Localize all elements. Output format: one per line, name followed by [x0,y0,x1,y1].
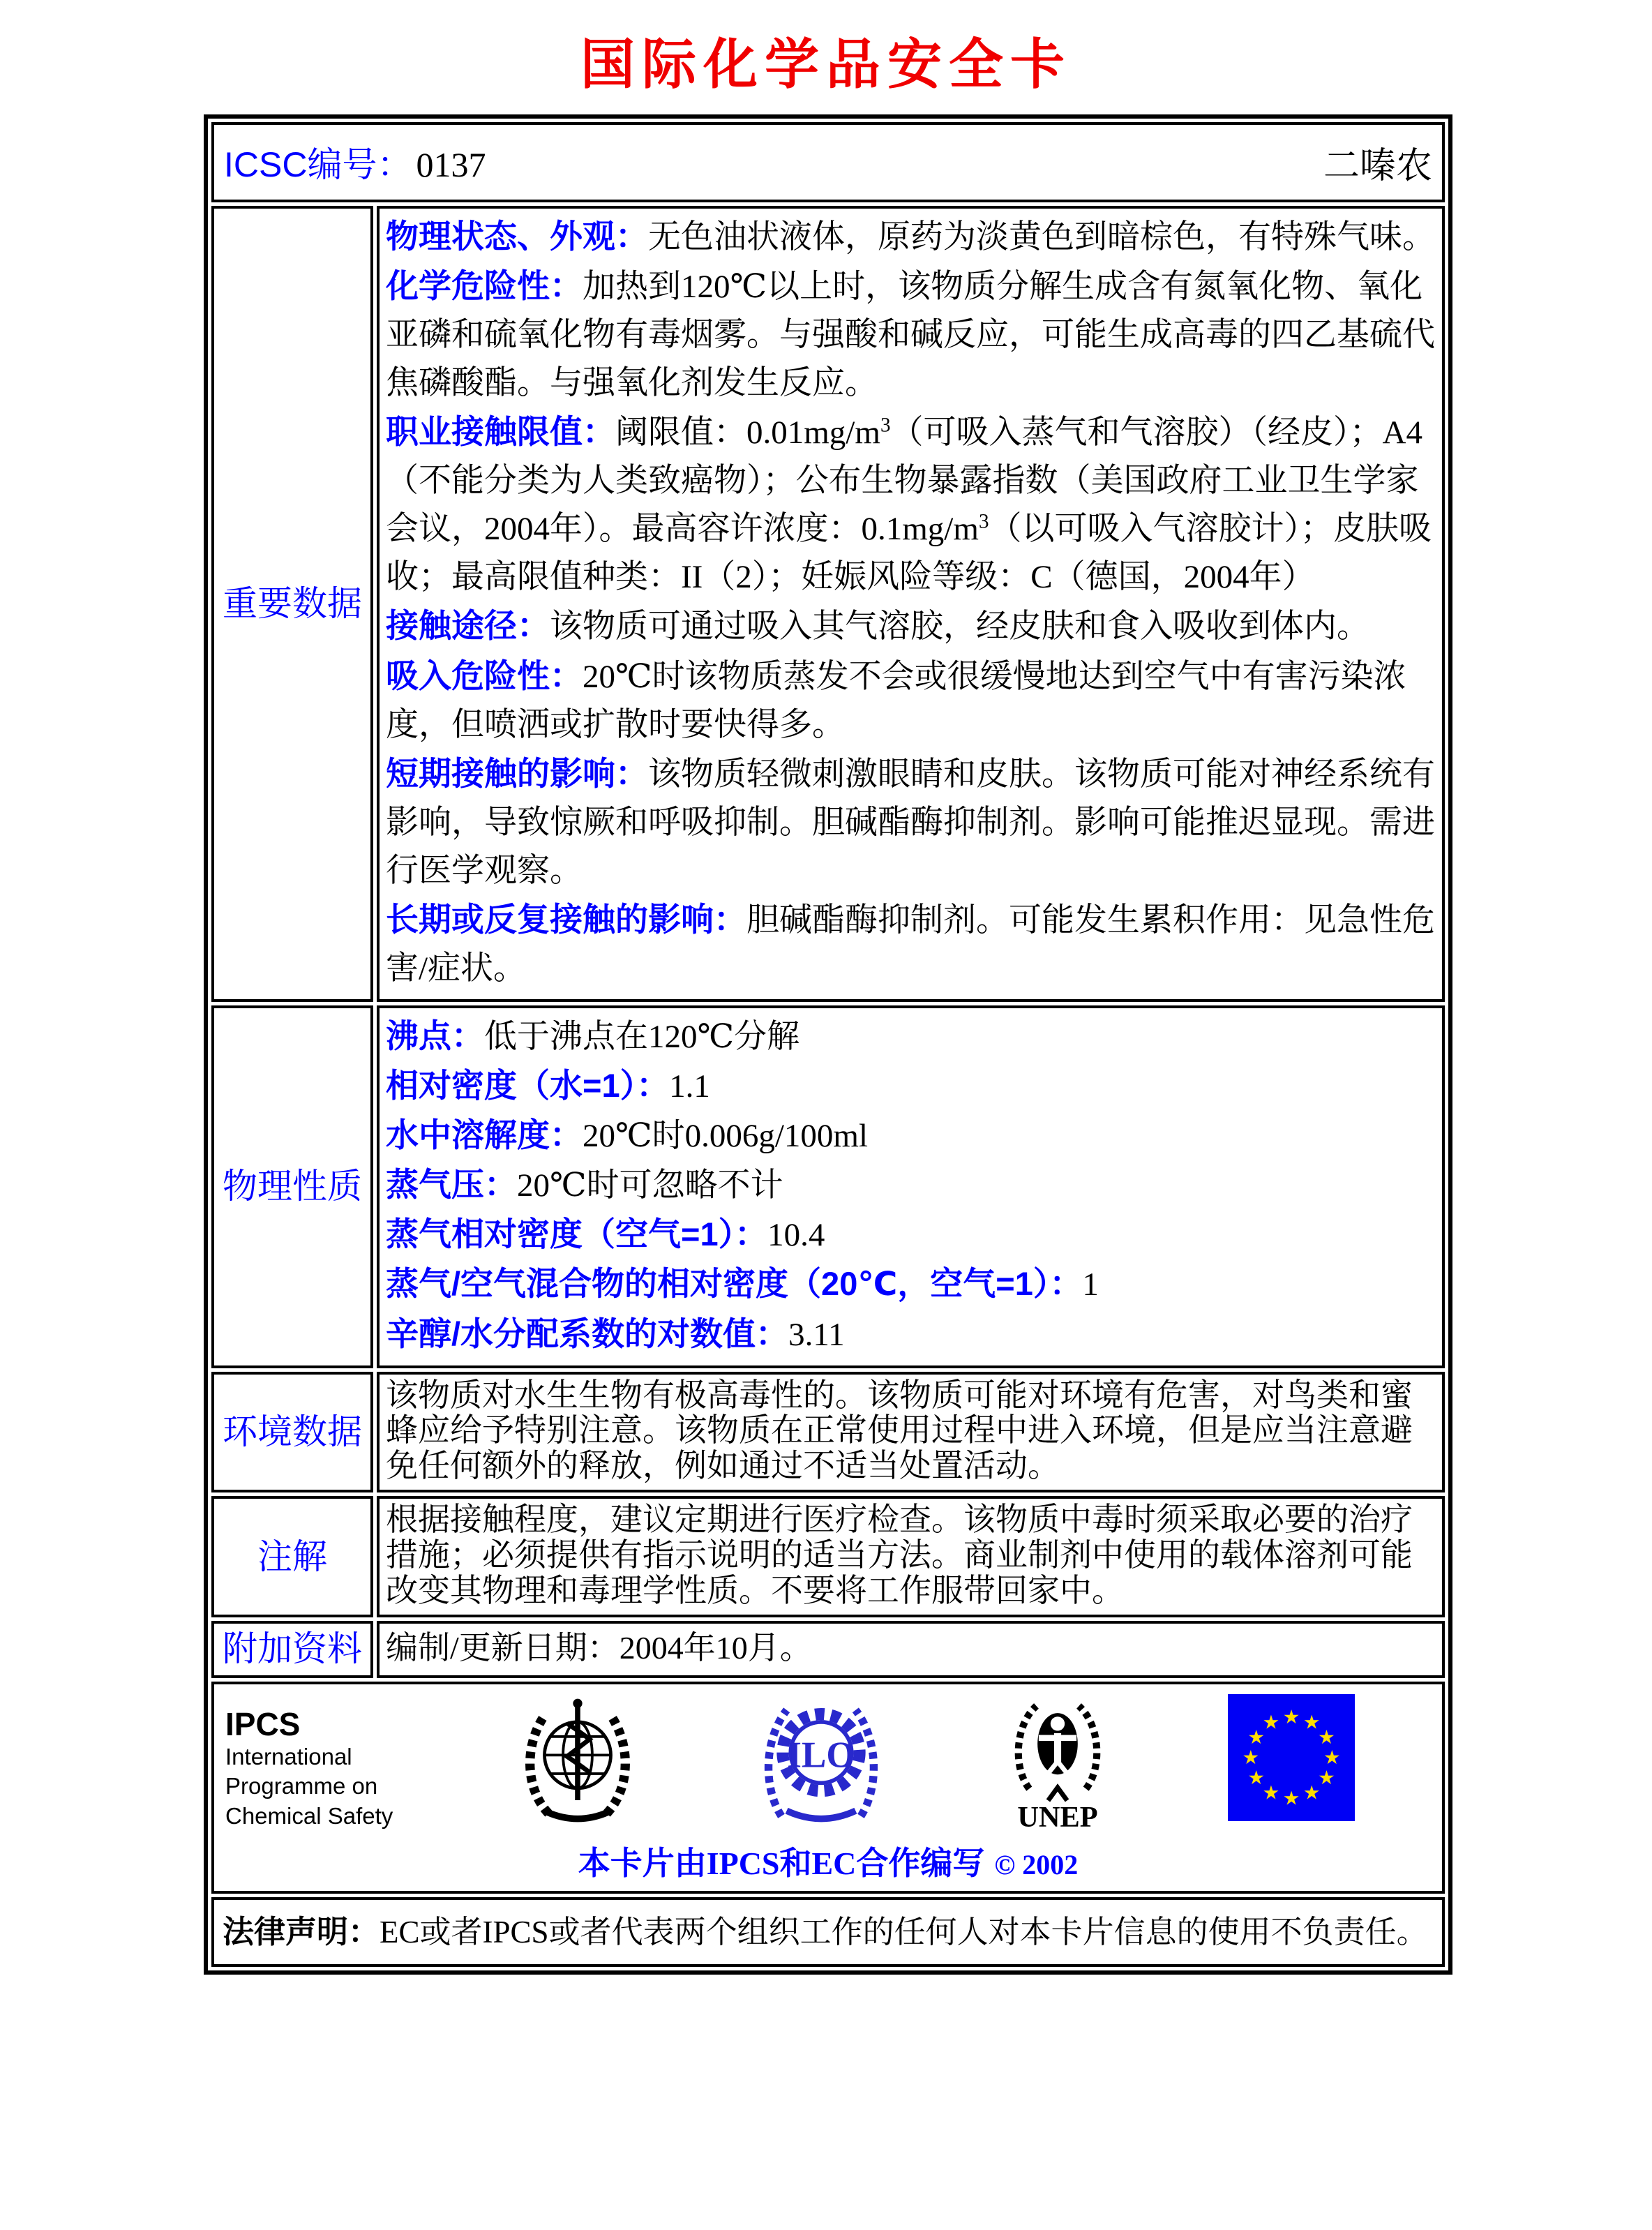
section-content-additional-info [377,1621,1445,1678]
eu-star: ★ [1247,1726,1265,1748]
page-title: 国际化学品安全卡 [580,34,1072,95]
logos-strip [435,1694,1431,1834]
ipcs-subtitle-line: Programme on [225,1773,378,1799]
section-label-additional-info: 附加资料 [211,1621,373,1678]
field-label: 蒸气/空气混合物的相对密度（20℃，空气=1）： [386,1265,1083,1303]
field-label: 短期接触的影响： [386,754,648,792]
copyright-text: © 2002 [994,1848,1079,1880]
eu-star: ★ [1317,1767,1335,1789]
icsc-table [204,114,1452,1975]
legal-cell [211,1897,1445,1967]
who-logo-icon [511,1694,644,1827]
eu-star: ★ [1262,1712,1279,1733]
section-label-notes: 注解 [211,1496,373,1617]
entry [386,1061,1435,1111]
section-row-physical-properties [211,1005,1445,1368]
superscript: 3 [880,414,891,437]
field-text: 1.1 [669,1068,710,1105]
field-text: 阈限值：0.01mg/m [615,414,880,451]
caption-text: 本卡片由IPCS和EC合作编写 [578,1845,985,1881]
eu-star: ★ [1282,1706,1300,1728]
field-label: 物理状态、外观： [386,217,648,255]
field-label: 沸点： [386,1017,484,1055]
field-text: （可吸入蒸气和气溶胶）（经皮）；A4（不能分类为人类致癌物）；公布生物暴露指数（美国政府工业卫生学家会议，2004年）。最高容许浓度：0.1mg/m [386,414,1422,548]
field-text: 10.4 [767,1217,825,1254]
entry [386,1502,1435,1608]
unep-logo-text: UNEP [1016,1800,1098,1834]
section-row-important-data [211,206,1445,1002]
ilo-logo-text: ILO [786,1734,855,1776]
field-label: 蒸气压： [386,1166,517,1204]
field-text: 20℃时该物质蒸发不会或很缓慢地达到空气中有害污染浓度，但喷洒或扩散时要快得多。 [386,658,1406,743]
field-label: 蒸气相对密度（空气=1）： [386,1215,768,1253]
entry [386,262,1435,407]
field-text: 低于沸点在120℃分解 [484,1019,800,1056]
ilo-logo-icon [755,1694,887,1827]
footer-cell [211,1682,1445,1894]
field-label: 化学危险性： [386,267,583,304]
section-label-important-data: 重要数据 [211,206,373,1002]
entry [386,1378,1435,1484]
entry [386,1111,1435,1160]
field-text: 20℃时可忽略不计 [517,1167,783,1204]
eu-star: ★ [1302,1782,1320,1804]
entry [386,1310,1435,1359]
entry [386,1012,1435,1061]
eu-star: ★ [1317,1726,1335,1748]
section-content-notes [377,1496,1445,1617]
entry [386,1259,1435,1309]
legal-row [211,1897,1445,1967]
footer-logos-band [225,1694,1431,1834]
header-row [211,122,1445,202]
field-text: 根据接触程度，建议定期进行医疗检查。该物质中毒时须采取必要的治疗措施；必须提供有指示说明的适当方法。商业制剂中使用的载体溶剂可能改变其物理和毒理学性质。不要将工作服带回家中。 [386,1502,1413,1608]
field-text: （以可吸入气溶胶计）；皮肤吸收；最高限值种类：II（2）；妊娠风险等级：C（德国，2004年） [386,511,1432,596]
ipcs-block [225,1694,435,1832]
field-text: 20℃时0.006g/100ml [583,1118,869,1155]
entry [386,1160,1435,1210]
entry [386,601,1435,651]
superscript: 3 [978,510,989,533]
entry [386,1210,1435,1259]
header-cell [211,122,1445,202]
ipcs-title: IPCS [225,1705,301,1742]
field-text: 胆碱酯酶抑制剂。可能发生累积作用：见急性危害/症状。 [386,901,1435,987]
chemical-name: 二嗪农 [1323,146,1432,186]
eu-star: ★ [1302,1712,1320,1733]
field-text: 该物质可通过吸入其气溶胶，经皮肤和食入吸收到体内。 [550,608,1369,645]
unep-logo-icon [998,1694,1117,1834]
field-text: 1 [1082,1266,1099,1303]
footer-row [211,1682,1445,1894]
icsc-number-value: 0137 [416,145,486,185]
field-text: 3.11 [788,1316,845,1353]
icsc-number-label: ICSC编号： [224,145,412,185]
section-row-environmental-data [211,1372,1445,1493]
eu-star: ★ [1282,1788,1300,1809]
field-text: 该物质对水生生物有极高毒性的。该物质可能对环境有危害，对鸟类和蜜蜂应给予特别注意。该物质在正常使用过程中进入环境，但是应当注意避免任何额外的释放，例如通过不适当处置活动。 [386,1377,1413,1483]
eu-star: ★ [1242,1747,1259,1769]
field-label: 长期或反复接触的影响： [386,900,746,938]
eu-star: ★ [1262,1782,1279,1804]
section-label-physical-properties: 物理性质 [211,1005,373,1368]
section-content-environmental-data [377,1372,1445,1493]
eu-star: ★ [1323,1747,1340,1769]
field-label: 职业接触限值： [386,413,615,451]
legal-text: EC或者IPCS或者代表两个组织工作的任何人对本卡片信息的使用不负责任。 [380,1914,1428,1950]
entry [386,212,1435,262]
field-label: 水中溶解度： [386,1116,583,1154]
entry [386,652,1435,749]
field-label: 接触途径： [386,607,550,645]
entry [386,1627,1435,1669]
icsc-number-field [224,137,486,187]
footer-caption [225,1838,1431,1884]
section-content-physical-properties [377,1005,1445,1368]
field-text: 编制/更新日期：2004年10月。 [386,1630,812,1666]
section-row-additional-info [211,1621,1445,1678]
section-row-notes [211,1496,1445,1617]
field-label: 相对密度（水=1）： [386,1067,670,1105]
section-content-important-data [377,206,1445,1002]
section-label-environmental-data: 环境数据 [211,1372,373,1493]
entry [386,895,1435,993]
field-text: 该物质轻微刺激眼睛和皮肤。该物质可能对神经系统有影响，导致惊厥和呼吸抑制。胆碱酯酶抑制剂。影响可能推迟显现。需进行医学观察。 [386,756,1435,889]
ipcs-subtitle-line: International [225,1743,352,1769]
entry [386,407,1435,601]
field-label: 吸入危险性： [386,657,583,694]
eu-star: ★ [1247,1767,1265,1789]
entry [386,749,1435,895]
field-label: 辛醇/水分配系数的对数值： [386,1315,789,1352]
eu-flag-icon [1228,1694,1355,1821]
ipcs-subtitle-line: Chemical Safety [225,1803,393,1829]
field-text: 无色油状液体，原药为淡黄色到暗棕色，有特殊气味。 [648,218,1435,255]
legal-label: 法律声明： [223,1913,380,1950]
field-text: 加热到120℃以上时，该物质分解生成含有氮氧化物、氧化亚磷和硫氧化物有毒烟雾。与强酸和碱反应，可能生成高毒的四乙基硫代焦磷酸酯。与强氧化剂发生反应。 [386,268,1435,402]
